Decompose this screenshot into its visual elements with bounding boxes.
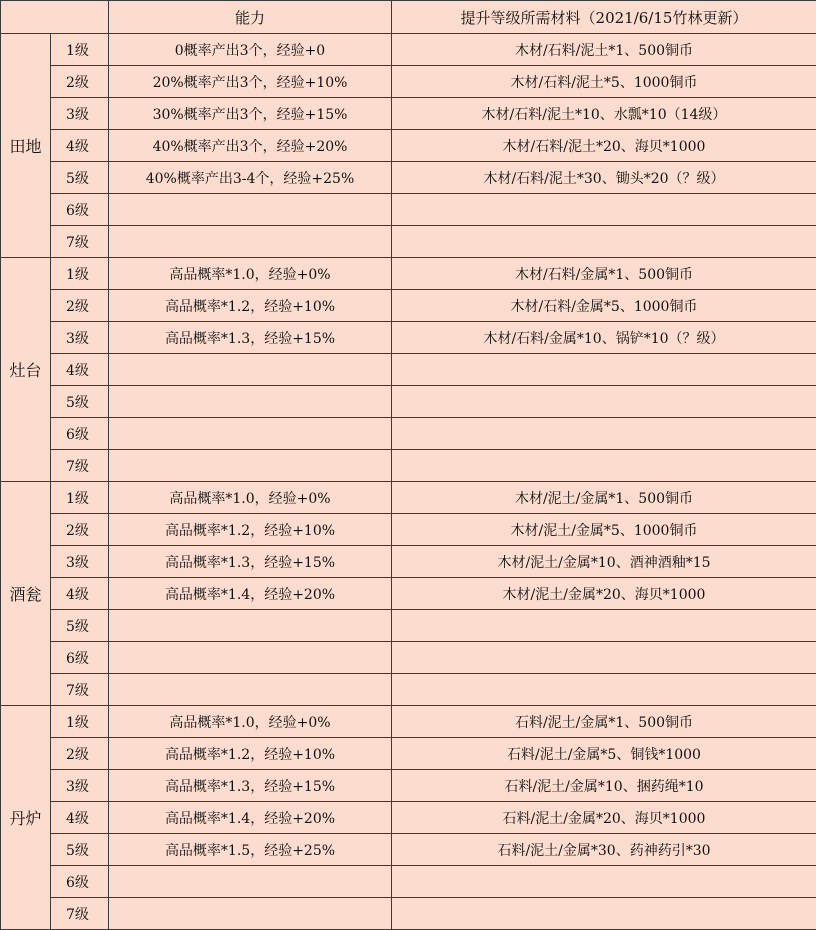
level-cell: 7级 xyxy=(51,674,109,706)
materials-cell: 石料/泥土/金属*30、药神药引*30 xyxy=(392,834,816,866)
materials-cell xyxy=(392,610,816,642)
level-cell: 2级 xyxy=(51,738,109,770)
table-row xyxy=(1,898,816,930)
materials-cell xyxy=(392,354,816,386)
ability-cell: 高品概率*1.3，经验+15% xyxy=(109,770,392,802)
ability-cell xyxy=(109,386,392,418)
category-label: 酒瓮 xyxy=(1,482,51,706)
ability-cell: 高品概率*1.3，经验+15% xyxy=(109,546,392,578)
table-row xyxy=(1,482,816,514)
level-cell: 4级 xyxy=(51,578,109,610)
level-cell: 1级 xyxy=(51,482,109,514)
table-row xyxy=(1,674,816,706)
table-row xyxy=(1,258,816,290)
ability-cell: 高品概率*1.0，经验+0% xyxy=(109,482,392,514)
header-ability: 能力 xyxy=(109,1,392,34)
materials-cell xyxy=(392,418,816,450)
category-label: 灶台 xyxy=(1,258,51,482)
ability-cell: 高品概率*1.3，经验+15% xyxy=(109,322,392,354)
table-row xyxy=(1,34,816,66)
level-cell: 3级 xyxy=(51,98,109,130)
ability-cell: 40%概率产出3个，经验+20% xyxy=(109,130,392,162)
ability-cell xyxy=(109,354,392,386)
ability-cell: 高品概率*1.2，经验+10% xyxy=(109,738,392,770)
ability-cell xyxy=(109,610,392,642)
materials-cell: 木材/石料/泥土*20、海贝*1000 xyxy=(392,130,816,162)
table-body xyxy=(1,1,816,930)
table-row xyxy=(1,706,816,738)
level-cell: 4级 xyxy=(51,130,109,162)
table-row xyxy=(1,290,816,322)
materials-cell: 木材/石料/泥土*30、锄头*20（？级） xyxy=(392,162,816,194)
materials-cell: 木材/石料/金属*5、1000铜币 xyxy=(392,290,816,322)
ability-cell xyxy=(109,194,392,226)
ability-cell: 高品概率*1.2，经验+10% xyxy=(109,290,392,322)
level-cell: 5级 xyxy=(51,162,109,194)
level-cell: 3级 xyxy=(51,322,109,354)
ability-cell xyxy=(109,226,392,258)
level-cell: 6级 xyxy=(51,194,109,226)
table-row xyxy=(1,642,816,674)
materials-cell xyxy=(392,386,816,418)
category-label: 田地 xyxy=(1,34,51,258)
materials-cell xyxy=(392,194,816,226)
table-row xyxy=(1,546,816,578)
ability-cell xyxy=(109,418,392,450)
table-row xyxy=(1,738,816,770)
table-row xyxy=(1,514,816,546)
level-cell: 7级 xyxy=(51,450,109,482)
table-row xyxy=(1,130,816,162)
level-cell: 6级 xyxy=(51,642,109,674)
materials-cell xyxy=(392,642,816,674)
ability-cell xyxy=(109,866,392,898)
ability-cell: 20%概率产出3个，经验+10% xyxy=(109,66,392,98)
table-row xyxy=(1,610,816,642)
materials-cell: 木材/石料/金属*10、锅铲*10（？级） xyxy=(392,322,816,354)
materials-cell xyxy=(392,898,816,930)
table-row xyxy=(1,802,816,834)
materials-cell xyxy=(392,450,816,482)
table-row xyxy=(1,322,816,354)
level-cell: 5级 xyxy=(51,610,109,642)
table-row xyxy=(1,354,816,386)
ability-cell: 高品概率*1.0，经验+0% xyxy=(109,258,392,290)
table-row xyxy=(1,162,816,194)
table-row xyxy=(1,98,816,130)
table-row xyxy=(1,66,816,98)
level-cell: 1级 xyxy=(51,34,109,66)
materials-cell: 木材/泥土/金属*5、1000铜币 xyxy=(392,514,816,546)
ability-cell xyxy=(109,450,392,482)
header-materials: 提升等级所需材料（2021/6/15竹林更新） xyxy=(392,1,816,34)
header-corner-cell xyxy=(1,1,109,34)
ability-cell: 高品概率*1.0，经验+0% xyxy=(109,706,392,738)
table-row xyxy=(1,866,816,898)
ability-cell: 30%概率产出3个，经验+15% xyxy=(109,98,392,130)
materials-cell: 木材/石料/泥土*1、500铜币 xyxy=(392,34,816,66)
materials-cell xyxy=(392,866,816,898)
ability-cell xyxy=(109,898,392,930)
level-cell: 7级 xyxy=(51,898,109,930)
table-row xyxy=(1,834,816,866)
ability-cell: 0概率产出3个，经验+0 xyxy=(109,34,392,66)
level-cell: 3级 xyxy=(51,770,109,802)
table-row xyxy=(1,770,816,802)
level-cell: 7级 xyxy=(51,226,109,258)
materials-cell: 木材/泥土/金属*10、酒神酒釉*15 xyxy=(392,546,816,578)
table-row xyxy=(1,226,816,258)
materials-cell: 木材/泥土/金属*20、海贝*1000 xyxy=(392,578,816,610)
materials-cell: 石料/泥土/金属*1、500铜币 xyxy=(392,706,816,738)
level-cell: 5级 xyxy=(51,386,109,418)
ability-cell xyxy=(109,674,392,706)
materials-cell: 石料/泥土/金属*10、捆药绳*10 xyxy=(392,770,816,802)
category-label: 丹炉 xyxy=(1,706,51,930)
ability-cell: 高品概率*1.2，经验+10% xyxy=(109,514,392,546)
level-cell: 6级 xyxy=(51,866,109,898)
level-cell: 3级 xyxy=(51,546,109,578)
level-cell: 2级 xyxy=(51,514,109,546)
materials-cell: 石料/泥土/金属*5、铜钱*1000 xyxy=(392,738,816,770)
materials-cell xyxy=(392,226,816,258)
level-cell: 4级 xyxy=(51,802,109,834)
ability-cell xyxy=(109,642,392,674)
materials-cell: 木材/石料/泥土*5、1000铜币 xyxy=(392,66,816,98)
level-cell: 6级 xyxy=(51,418,109,450)
level-cell: 5级 xyxy=(51,834,109,866)
ability-cell: 40%概率产出3-4个，经验+25% xyxy=(109,162,392,194)
level-cell: 4级 xyxy=(51,354,109,386)
materials-cell xyxy=(392,674,816,706)
materials-cell: 木材/石料/泥土*10、水瓢*10（14级） xyxy=(392,98,816,130)
level-cell: 1级 xyxy=(51,258,109,290)
level-cell: 2级 xyxy=(51,66,109,98)
level-cell: 2级 xyxy=(51,290,109,322)
level-cell: 1级 xyxy=(51,706,109,738)
materials-cell: 木材/泥土/金属*1、500铜币 xyxy=(392,482,816,514)
table-row xyxy=(1,578,816,610)
table-row xyxy=(1,386,816,418)
table-row xyxy=(1,418,816,450)
materials-cell: 石料/泥土/金属*20、海贝*1000 xyxy=(392,802,816,834)
table-row xyxy=(1,450,816,482)
ability-cell: 高品概率*1.4，经验+20% xyxy=(109,802,392,834)
ability-cell: 高品概率*1.4，经验+20% xyxy=(109,578,392,610)
materials-cell: 木材/石料/金属*1、500铜币 xyxy=(392,258,816,290)
ability-cell: 高品概率*1.5，经验+25% xyxy=(109,834,392,866)
table-row xyxy=(1,194,816,226)
header-row xyxy=(1,1,816,34)
